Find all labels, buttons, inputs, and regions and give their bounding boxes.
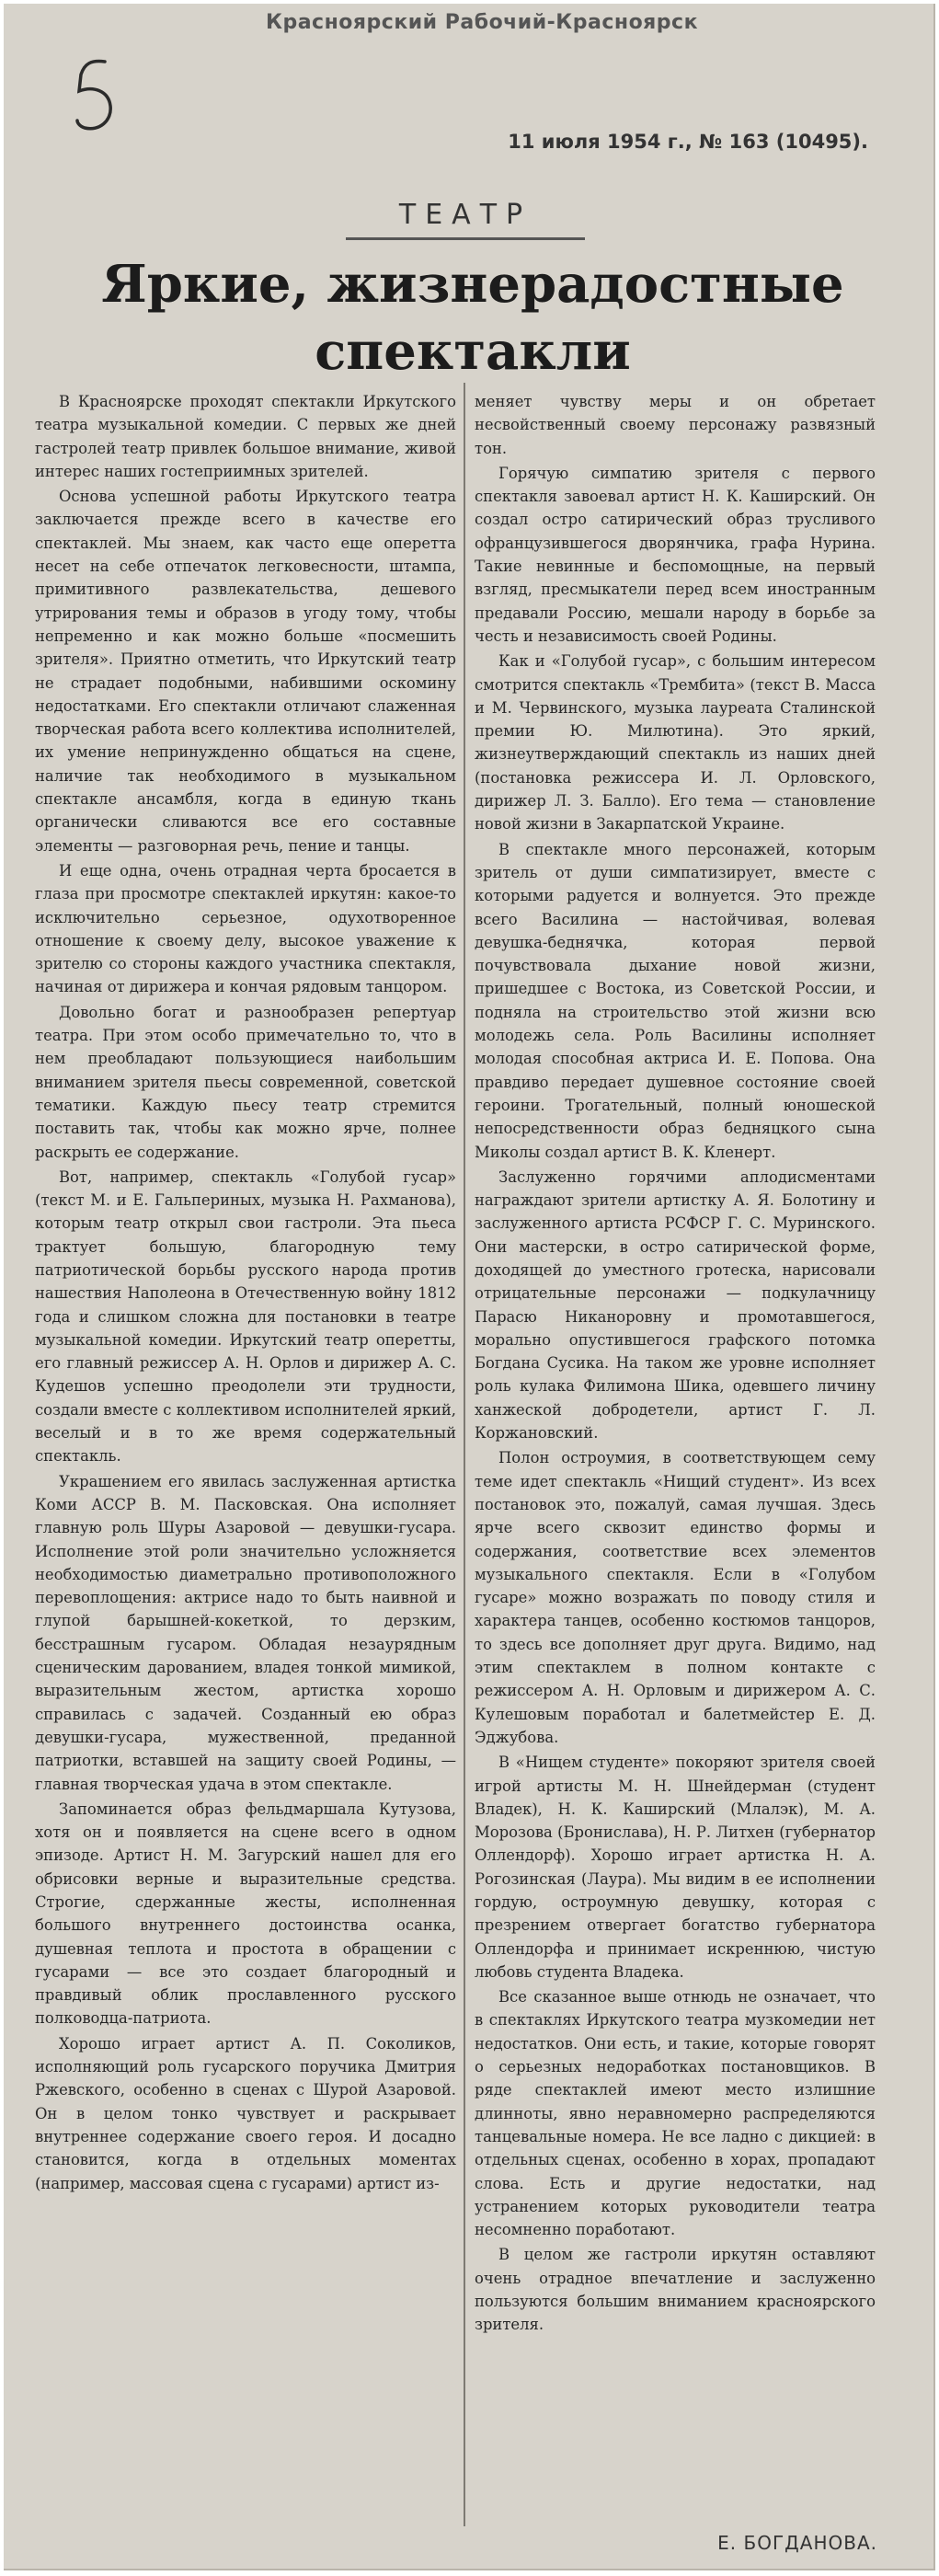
section-label-underline — [346, 237, 585, 240]
paragraph: Вот, например, спектакль «Голубой гусар» (текст М. и Е. Гальпериных, музыка Н. Рахманова), которым театр открыл свои гастроли. Эта пьеса трактует большую, благородную тему патриотической борьбы русского народа против нашествия Наполеона в Отечественную войну 1812 года и слишком сложна для постановки в театре музыкальной комедии. Иркутский театр оперетты, его главный режиссер А. Н. Орлов и дирижер А. С. Кудешов успешно преодолели эти трудности, создали вместе с коллективом исполнителей яркий, веселый и в то же время содержательный спектакль. — [35, 1167, 456, 1466]
paragraph: В спектакле много персонажей, которым зритель от души симпатизирует, вместе с которыми радуется и волнуется. Это прежде всего Василина — настойчивая, волевая девушка-беднячка, которая первой почувствовала дыхание новой жизни, пришедшее с Востока, из Советской России, и подняла на строительство этой жизни всю молодежь села. Роль Василины исполняет молодая способная актриса И. Е. Попова. Она правдиво передает душевное состояние своей героини. Трогательный, полный юношеской непосредственности образ бедняцкого сына Миколы создал артист В. К. Кленерт. — [475, 840, 876, 1161]
newspaper-masthead: Красноярский Рабочий-Красноярск — [265, 11, 699, 34]
handwritten-number — [68, 54, 123, 137]
paragraph: Основа успешной работы Иркутского театра заключается прежде всего в качестве его спектаклей. Мы знаем, как часто еще оперетта несет на себе отпечаток легковесности, штампа, примитивного развлекательства, дешевого утрирования темы и образов в угоду тому, чтобы непременно и как можно больше «посмешить зрителя». Приятно отметить, что Иркутский театр не страдает подобными, набившими оскомину недостатками. Его спектакли отличают слаженная творческая работа всего коллектива исполнителей, их умение непринужденно общаться на сцене, наличие так необходимого в музыкальном спектакле ансамбля, когда в единую ткань органически сливаются все его составные элементы — разговорная речь, пение и танцы. — [35, 488, 456, 855]
column-divider — [464, 383, 465, 2526]
paragraph: В целом же гастроли иркутян оставляют очень отрадное впечатление и заслуженно пользуются большим вниманием красноярского зрителя. — [475, 2246, 876, 2334]
paragraph: Довольно богат и разнообразен репертуар театра. При этом особо примечательно то, что в нем преобладают пользующиеся наибольшим вниманием зрителя пьесы современной, советской тематики. Каждую пьесу театр стремится поставить так, чтобы как можно ярче, полнее раскрыть ее содержание. — [35, 1003, 456, 1161]
headline-line-2: спектакли — [315, 321, 631, 382]
section-label: ТЕАТР — [398, 199, 532, 231]
article-column-right — [475, 390, 876, 2534]
paragraph: Горячую симпатию зрителя с первого спектакля завоевал артист Н. К. Каширский. Он создал остро сатирический образ трусливого офранцузившегося дворянчика, графа Нурина. Такие невинные и беспомощные, на первый взгляд, пресмыкатели перед всем иностранным предавали Россию, мешали народу в борьбе за честь и независимость своей Родины. — [475, 464, 876, 645]
headline-line-1: Яркие, жизнерадостные — [101, 254, 844, 315]
paragraph: Хорошо играет артист А. П. Соколиков, исполняющий роль гусарского поручика Дмитрия Ржевского, особенно в сценах с Шурой Азаровой. Он в целом тонко чувствует и раскрывает внутреннее содержание своего героя. И досадно становится, когда в отдельных моментах (например, массовая сцена с гусарами) артист из- — [35, 2034, 456, 2192]
paragraph: меняет чувству меры и он обретает несвойственный своему персонажу развязный тон. — [475, 393, 876, 457]
paragraph: Заслуженно горячими аплодисментами награждают зрители артистку А. Я. Болотину и заслуженного артиста РСФСР Г. С. Муринского. Они мастерски, в остро сатирической форме, доходящей до уместного гротеска, нарисовали отрицательные персонажи — подкулачницу Парасю Никаноровну и промотавшегося, морально опустившегося графского потомка Богдана Сусика. На таком же уровне исполняет роль кулака Филимона Шика, одевшего личину ханжеской добродетели, артист Г. Л. Коржановский. — [475, 1167, 876, 1443]
paragraph: Украшением его явилась заслуженная артистка Коми АССР В. М. Пасковская. Она исполняет главную роль Шуры Азаровой — девушки-гусара. Исполнение этой роли значительно усложняется необходимостью диаметрально противоположного перевоплощения: актрисе надо то быть наивной и глупой барышней-кокеткой, то дерзким, бесстрашным гусаром. Обладая незаурядным сценическим дарованием, владея тонкой мимикой, выразительным жестом, артистка хорошо справилась с задачей. Созданный ею образ девушки-гусара, мужественной, преданной патриотки, вставшей на защиту своей Родины, — главная творческая удача в этом спектакле. — [35, 1472, 456, 1793]
paragraph: Как и «Голубой гусар», с большим интересом смотрится спектакль «Трембита» (текст В. Масса и М. Червинского, музыка лауреата Сталинской премии Ю. Милютина). Это яркий, жизнеутверждающий спектакль из наших дней (постановка режиссера И. Л. Орловского, дирижер Л. З. Балло). Его тема — становление новой жизни в Закарпатской Украине. — [475, 652, 876, 834]
newspaper-clipping — [4, 4, 935, 2570]
paragraph: В Красноярске проходят спектакли Иркутского театра музыкальной комедии. С первых же дней гастролей театр привлек большое внимание, живой интерес наших гостеприимных зрителей. — [35, 393, 456, 480]
issue-dateline: 11 июля 1954 г., № 163 (10495). — [508, 131, 868, 153]
paragraph: И еще одна, очень отрадная черта бросается в глаза при просмотре спектаклей иркутян: какое-то исключительно серьезное, одухотворенное отношение к своему делу, высокое уважение к зрителю со стороны каждого участника спектакля, начиная от дирижера и кончая рядовым танцором. — [35, 861, 456, 996]
paragraph: Все сказанное выше отнюдь не означает, что в спектаклях Иркутского театра музкомедии нет недостатков. Они есть, и такие, которые говорят о серьезных недоработках постановщиков. В ряде спектаклей имеют место излишние длинноты, явно неравномерно распределяются танцевальные номера. Не все ладно с дикцией: в отдельных сценах, особенно в хорах, пропадают слова. Есть и другие недостатки, над устранением которых руководители театра несомненно поработают. — [475, 1988, 876, 2239]
article-column-left — [35, 390, 456, 2561]
author-byline: Е. БОГДАНОВА. — [717, 2532, 877, 2554]
paragraph: Запоминается образ фельдмаршала Кутузова, хотя он и появляется на сцене всего в одном эпизоде. Артист Н. М. Загурский нашел для его обрисовки верные и выразительные средства. Строгие, сдержанные жесты, исполненная большого внутреннего достоинства осанка, душевная теплота и простота в обращении с гусарами — все это создает благородный и правдивый облик прославленного русского полководца-патриота. — [35, 1800, 456, 2028]
paragraph: Полон остроумия, в соответствующем сему теме идет спектакль «Нищий студент». Из всех постановок это, пожалуй, самая лучшая. Здесь ярче всего сквозит единство формы и содержания, соответствие всех элементов музыкального спектакля. Если в «Голубом гусаре» можно возражать по поводу стиля и характера танцев, особенно костюмов танцоров, то здесь все дополняет друг друга. Видимо, над этим спектаклем в полном контакте с режиссером А. Н. Орловым и дирижером А. С. Кулешовым поработал и балетмейстер Е. Д. Эджубова. — [475, 1449, 876, 1746]
paragraph: В «Нищем студенте» покоряют зрителя своей игрой артисты М. Н. Шнейдерман (студент Владек), Н. К. Каширский (Млалэк), М. А. Морозова (Бронислава), Н. Р. Литхен (губернатор Оллендорф). Хорошо играет артистка Н. А. Рогозинская (Лаура). Мы видим в ее исполнении гордую, остроумную девушку, которая с презрением отвергает богатство губернатора Оллендорфа и принимает искреннюю, чистую любовь студента Владека. — [475, 1754, 876, 1981]
